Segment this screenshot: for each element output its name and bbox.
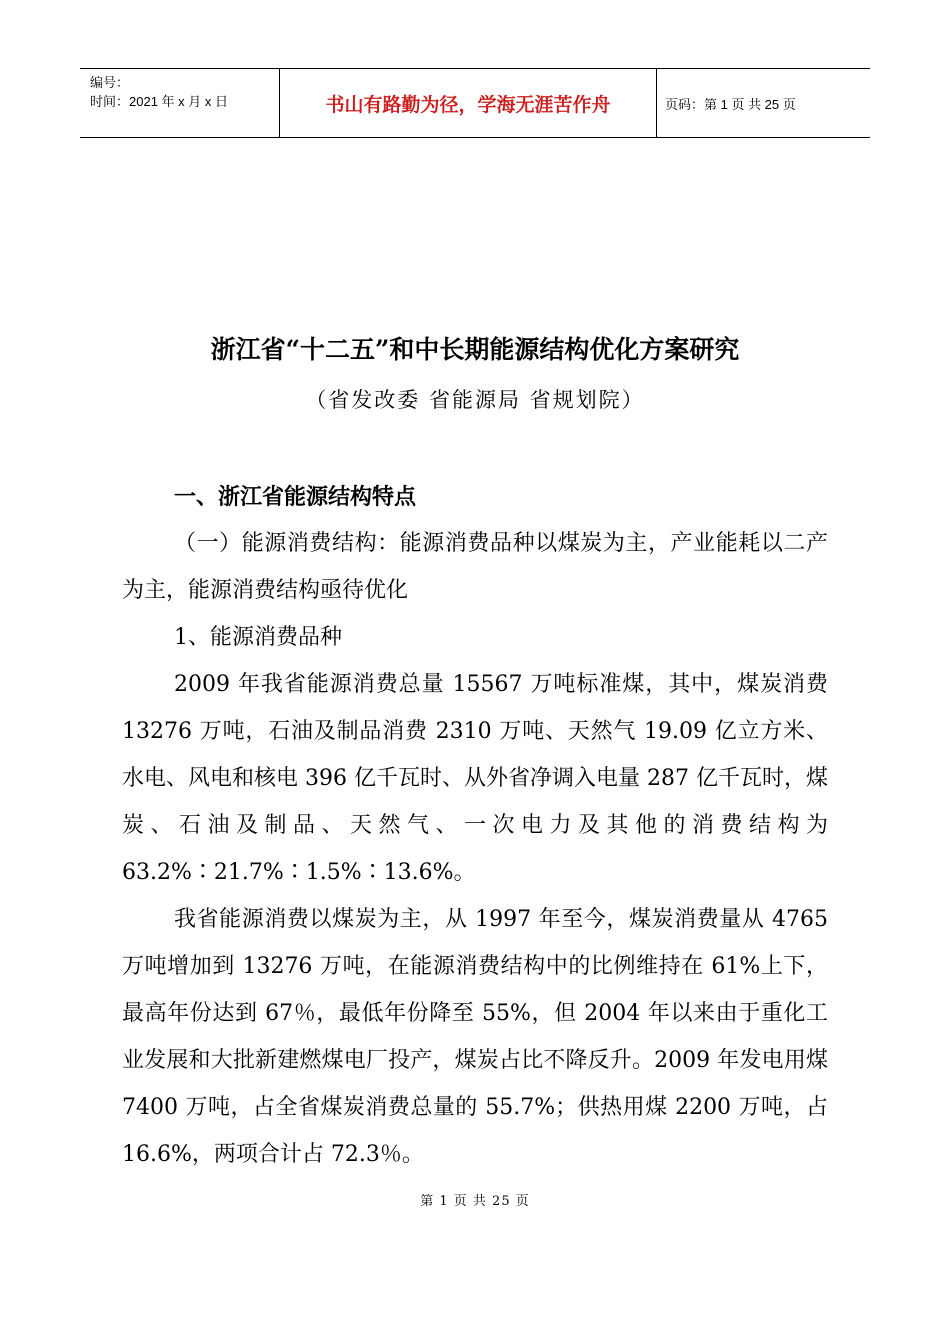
section-heading: 一、浙江省能源结构特点 (174, 485, 417, 510)
item-heading: 1、能源消费品种 (174, 625, 342, 650)
document-subtitle: （省发改委 省能源局 省规划院） (305, 388, 645, 412)
time-label: 时间：2021 年 x 月 x 日 (90, 94, 228, 109)
page-footer: 第 1 页 共 25 页 (420, 1194, 530, 1209)
header-motto: 书山有路勤为径，学海无涯苦作舟 (280, 69, 657, 137)
paragraph-2: 我省能源消费以煤炭为主，从 1997 年至今，煤炭消费量从 4765 万吨增加到 13276 万吨，在能源消费结构中的比例维持在 61%上下，最高年份达到 67％，最低年份降至 55%，但 2004 年以来由于重化工业发展和大批新建燃煤电厂投产，煤炭占比不降反升。2009 年发电用煤 7400 万吨，占全省煤炭消费总量的 55.7%；供热用煤 2200 万吨，占 16.6%，两项合计占 72.3％。 (122, 907, 828, 1167)
header-page-info: 页码：第 1 页 共 25 页 (665, 96, 796, 112)
paragraph-1: 2009 年我省能源消费总量 15567 万吨标准煤，其中，煤炭消费 13276 万吨，石油及制品消费 2310 万吨、天然气 19.09 亿立方米、水电、风电和核电 396 亿千瓦时、从外省净调入电量 287 亿千瓦时，煤炭、石油及制品、天然气、一次电力及其他的消费结构为 63.2%∶21.7%∶1.5%∶13.6%。 (122, 672, 828, 885)
document-header (80, 68, 870, 138)
subsection-heading: （一）能源消费结构：能源消费品种以煤炭为主，产业能耗以二产为主，能源消费结构亟待优化 (122, 531, 828, 603)
header-meta (80, 69, 280, 137)
number-label: 编号： (90, 75, 130, 90)
document-title: 浙江省“十二五”和中长期能源结构优化方案研究 (210, 335, 740, 364)
